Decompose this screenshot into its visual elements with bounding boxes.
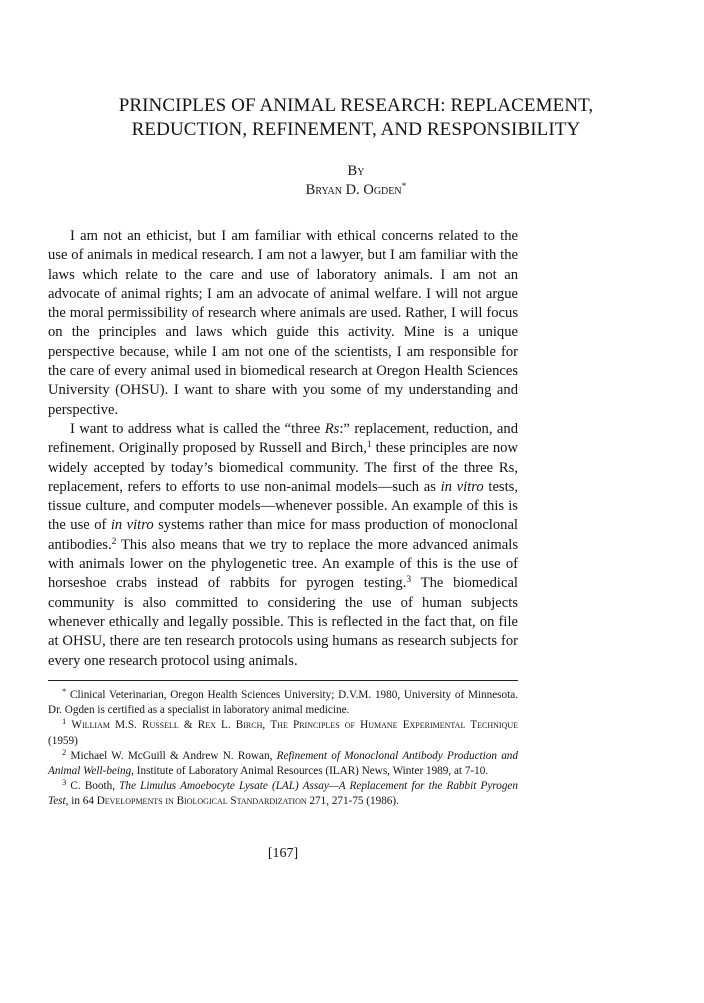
in-vitro-emphasis: in vitro (110, 517, 154, 534)
footnote-ref-3[interactable]: 3 (406, 575, 412, 586)
footnote-mark: 2 (62, 746, 67, 757)
paragraph-2-text: I want to address what is called the “three (70, 420, 325, 437)
paragraph-2 (48, 420, 518, 671)
footnote-title: Refinement of Monoclonal Antibody Production and Animal Well-being (48, 749, 518, 778)
footnote-authors: C. Booth, (70, 780, 120, 793)
footnote-in: , in (65, 795, 83, 808)
footnote-authors: William M.S. Russell & Rex L. Birch (71, 719, 263, 732)
footnote-authors: Michael W. McGuill & Andrew N. Rowan, (70, 749, 277, 762)
footnote-text: Clinical Veterinarian, Oregon Health Sciences University; D.V.M. 1980, University of Minnesota. Dr. Ogden is certified as a specialist in laboratory animal medicine. (48, 689, 518, 717)
paragraph-2-text: This also means that we try to replace the more advanced animals with animals lower on the phylogenetic tree. An example of this is the use of horseshoe crabs instead of rabbits for pyrogen testing. (48, 536, 518, 592)
footnote-separator: , (262, 719, 271, 732)
paragraph-2-text: tests, tissue culture, and computer models—whenever possible. An example of this is the use of (48, 478, 518, 534)
footnote-3 (48, 779, 518, 809)
article-body (48, 227, 518, 671)
footnote-mark: 1 (62, 716, 67, 727)
paragraph-2-text: The biomedical community is also committed to considering the use of human subjects whenever ethically and legally possible. This is reflected in the fact that, on file at OHSU, there are ten research protocols using humans as research subjects for every one research protocol using animals. (48, 575, 518, 669)
title-line-1: PRINCIPLES OF ANIMAL RESEARCH: REPLACEMENT, (118, 95, 594, 116)
three-rs-emphasis: Rs (324, 420, 340, 437)
footnote-mark: * (62, 686, 67, 696)
footnote-star (48, 688, 518, 718)
in-vitro-emphasis: in vitro (440, 478, 484, 495)
footnote-year: (1959) (48, 734, 78, 747)
footnote-ref-2[interactable]: 2 (111, 536, 117, 547)
paragraph-2-text: :” replacement, reduction, and refinement. Originally proposed by Russell and Birch, (48, 420, 518, 457)
paragraph-2-text: these principles are now widely accepted by today’s biomedical community. The first of the three Rs, replacement, refers to efforts to use non-animal models—such as (48, 440, 518, 495)
page-number: [167] (267, 846, 299, 861)
footnote-1 (48, 718, 518, 748)
footnote-mark: 3 (62, 777, 67, 788)
footnote-pages: 271, 271-75 (1986). (306, 795, 399, 808)
footnotes (48, 688, 518, 810)
footnote-rest: , Institute of Laboratory Animal Resources (ILAR) News, Winter 1989, at 7-10. (131, 765, 489, 778)
paragraph-1: I am not an ethicist, but I am familiar with ethical concerns related to the use of animals in medical research. I am not a lawyer, but I am familiar with the laws which relate to the care and use of laboratory animals. I am not an advocate of animal rights; I am an advocate of animal welfare. I will not argue the moral permissibility of research where animals are used. Rather, I will focus on the principles and laws which guide this activity. Mine is a unique perspective because, while I am not one of the scientists, I am responsible for the care of every animal used in biomedical research at Oregon Health Sciences University (OHSU). I want to share with you some of my understanding and perspective. (48, 228, 518, 418)
footnote-divider (48, 680, 518, 681)
footnote-work: The Principles of Humane Experimental Technique (270, 719, 518, 732)
article-title (48, 94, 664, 142)
author-name (48, 181, 664, 200)
title-line-2: REDUCTION, REFINEMENT, AND RESPONSIBILITY (131, 119, 581, 140)
byline (48, 162, 664, 200)
footnote-2 (48, 746, 518, 779)
footnote-source: Developments in Biological Standardization (96, 795, 307, 808)
paragraph-2-text: systems rather than mice for mass production of monoclonal antibodies. (48, 517, 518, 553)
author-footnote-mark[interactable]: * (401, 182, 407, 192)
byline-by: By (347, 163, 365, 179)
footnote-volume: 64 (82, 795, 97, 808)
footnote-ref-1[interactable]: 1 (366, 440, 372, 451)
author-name-text: Bryan D. Ogden (305, 182, 402, 198)
footnote-title: The Limulus Amoebocyte Lysate (LAL) Assay—A Replacement for the Rabbit Pyrogen Test (48, 780, 518, 808)
